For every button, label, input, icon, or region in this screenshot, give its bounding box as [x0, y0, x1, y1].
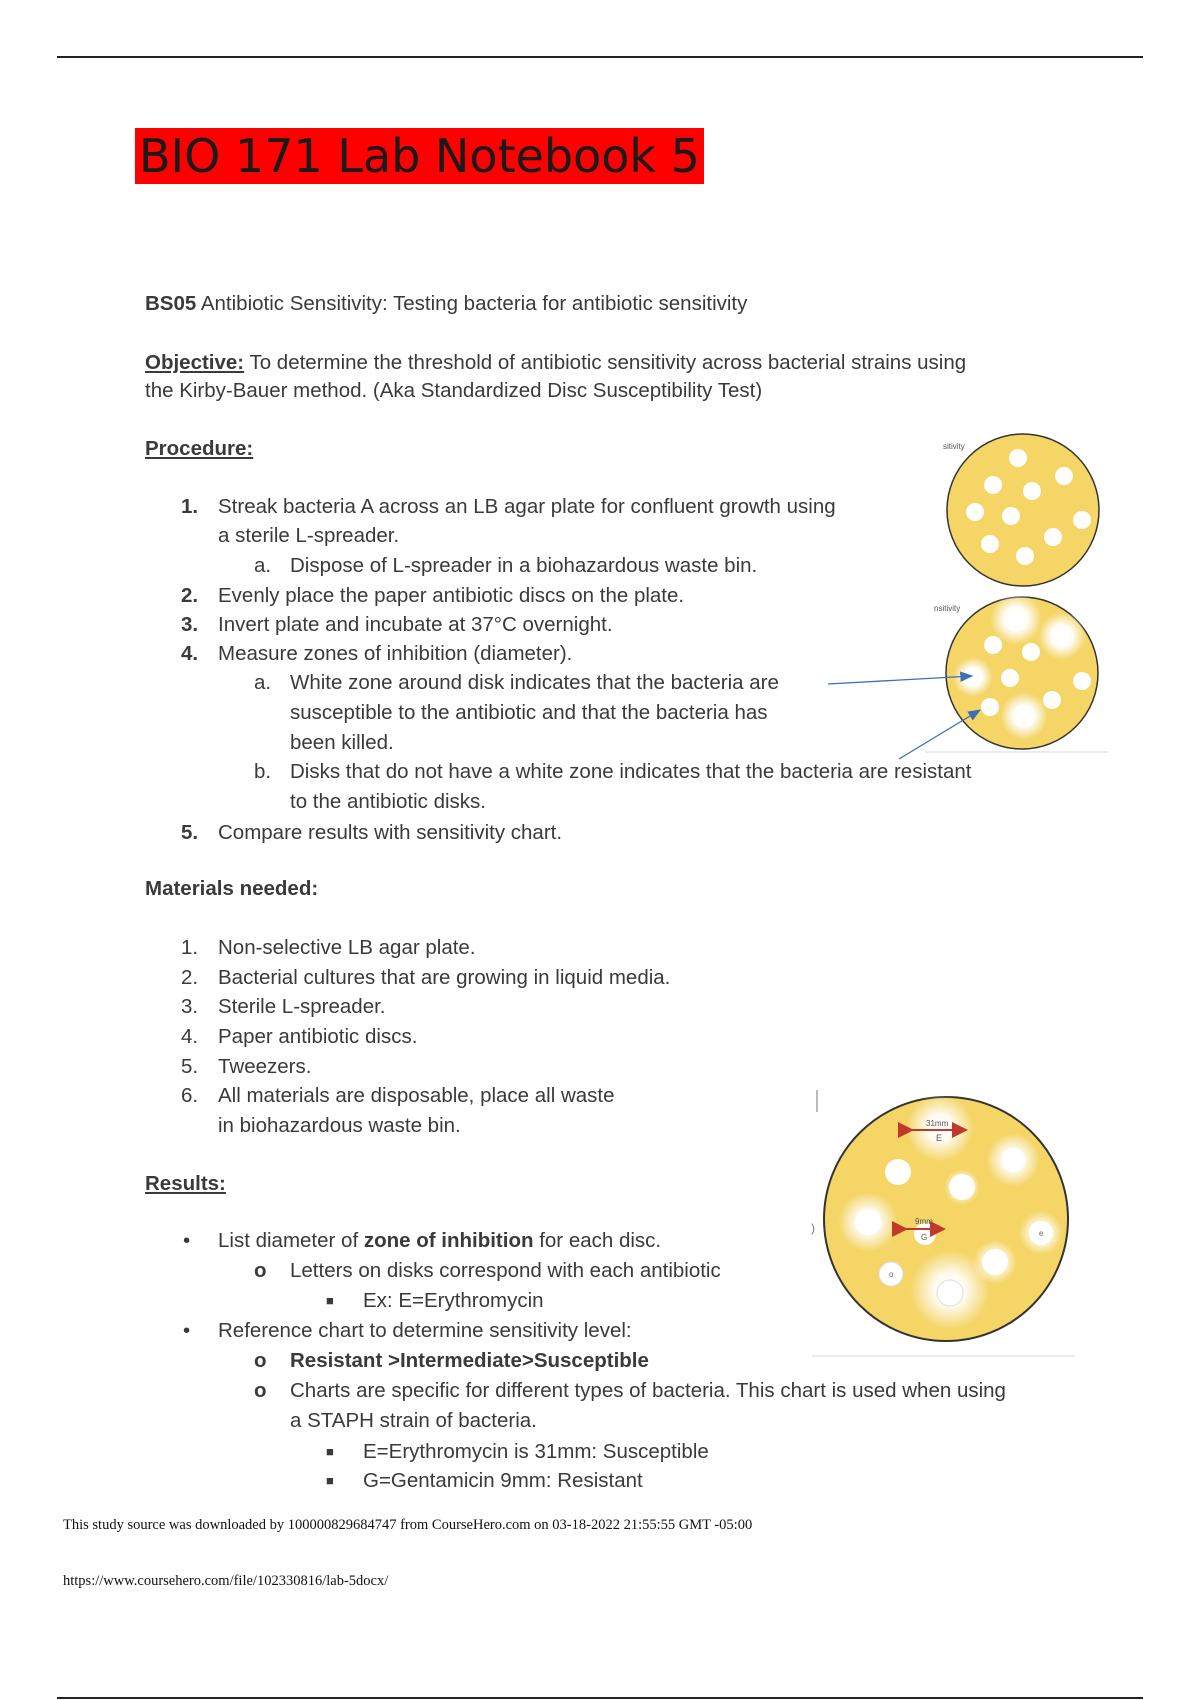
material-6-line-2: in biohazardous waste bin. — [218, 1114, 461, 1137]
sub-bullet-o: o — [254, 1379, 267, 1402]
step-1a-text: Dispose of L-spreader in a biohazardous waste bin. — [290, 554, 758, 577]
material-3-number: 3. — [181, 995, 199, 1018]
footer-url[interactable]: https://www.coursehero.com/file/102330816/lab-5docx/ — [63, 1573, 389, 1589]
results-heading: Results: — [145, 1172, 226, 1195]
result-1a: Letters on disks correspond with each antibiotic — [290, 1259, 721, 1282]
material-4-text: Paper antibiotic discs. — [218, 1025, 418, 1048]
step-4b-line-2: to the antibiotic disks. — [290, 790, 486, 813]
step-2-text: Evenly place the paper antibiotic discs on the plate. — [218, 584, 685, 607]
step-4a-line-3: been killed. — [290, 731, 394, 754]
step-4a-line-2: susceptible to the antibiotic and that the bacteria has — [290, 701, 768, 724]
step-5-text: Compare results with sensitivity chart. — [218, 821, 563, 844]
material-1-text: Non-selective LB agar plate. — [218, 936, 476, 959]
antibiotic-disc — [937, 1280, 963, 1306]
result-1-bold: zone of inhibition — [363, 1229, 534, 1252]
material-6-number: 6. — [181, 1084, 199, 1107]
material-5-number: 5. — [181, 1055, 199, 1078]
materials-heading: Materials needed: — [145, 877, 319, 900]
procedure-heading: Procedure: — [145, 437, 254, 460]
footer-source: This study source was downloaded by 100000829684747 from CourseHero.com on 03-18-2022 21:55:55 GMT -05:00 — [63, 1517, 753, 1533]
result-2b-line-2: a STAPH strain of bacteria. — [290, 1409, 537, 1432]
step-1a-marker: a. — [254, 554, 272, 577]
step-2-number: 2. — [181, 584, 199, 607]
bottom-rule — [57, 1697, 1143, 1699]
material-4-number: 4. — [181, 1025, 199, 1048]
scan-mark: ) — [811, 1221, 815, 1235]
sub-bullet-o: o — [254, 1259, 267, 1282]
inhibition-zone-e — [906, 1094, 974, 1162]
antibiotic-disc — [982, 1249, 1008, 1275]
disc-letter-e: E — [936, 1133, 943, 1143]
disc-letter-g: G — [921, 1233, 928, 1242]
square-bullet: ■ — [326, 1293, 334, 1308]
measure-label-31mm: 31mm — [926, 1119, 949, 1128]
square-bullet: ■ — [326, 1473, 334, 1488]
plate-1-label: sitivity — [943, 442, 965, 451]
antibiotic-disc — [949, 1174, 975, 1200]
sub-bullet-o: o — [254, 1349, 267, 1372]
measure-label-9mm: 9mm — [915, 1217, 933, 1226]
antibiotic-disc — [855, 1209, 881, 1235]
result-1-pre: List diameter of — [218, 1229, 364, 1252]
objective-line-2: the Kirby-Bauer method. (Aka Standardized Disc Susceptibility Test) — [145, 379, 763, 402]
disc-letter: e — [1039, 1229, 1044, 1238]
antibiotic-disc — [1001, 1148, 1025, 1172]
antibiotic-disc — [885, 1159, 911, 1185]
result-2: Reference chart to determine sensitivity level: — [218, 1319, 632, 1342]
material-3-text: Sterile L-spreader. — [218, 995, 386, 1018]
result-2b-ii: G=Gentamicin 9mm: Resistant — [363, 1469, 643, 1492]
step-1-line-1: Streak bacteria A across an LB agar plate for confluent growth using — [218, 495, 836, 518]
step-4a-line-1: White zone around disk indicates that the bacteria are — [290, 671, 779, 694]
material-2-text: Bacterial cultures that are growing in liquid media. — [218, 966, 671, 989]
material-5-text: Tweezers. — [218, 1055, 312, 1078]
objective-label: Objective: — [145, 351, 245, 374]
objective-line-1: To determine the threshold of antibiotic sensitivity across bacterial strains using — [244, 351, 967, 374]
subtitle-code: BS05 — [145, 292, 197, 315]
subtitle-text: Antibiotic Sensitivity: Testing bacteria for antibiotic sensitivity — [196, 292, 748, 315]
step-4b-marker: b. — [254, 760, 272, 783]
disc-letter: o — [889, 1270, 894, 1279]
step-3-number: 3. — [181, 613, 199, 636]
material-2-number: 2. — [181, 966, 199, 989]
result-2b-i: E=Erythromycin is 31mm: Susceptible — [363, 1440, 709, 1463]
result-1a-i: Ex: E=Erythromycin — [363, 1289, 544, 1312]
result-2b-line-1: Charts are specific for different types of bacteria. This chart is used when using — [290, 1379, 1006, 1402]
step-4b-line-1: Disks that do not have a white zone indicates that the bacteria are resistant — [290, 760, 972, 783]
page-title: BIO 171 Lab Notebook 5 — [135, 128, 704, 184]
step-4-number: 4. — [181, 642, 199, 665]
step-4a-marker: a. — [254, 671, 272, 694]
result-2a: Resistant >Intermediate>Susceptible — [290, 1349, 649, 1372]
plate-2-label: nsitivity — [934, 604, 961, 613]
step-5-number: 5. — [181, 821, 199, 844]
step-3-text: Invert plate and incubate at 37°C overnight. — [218, 613, 613, 636]
square-bullet: ■ — [326, 1444, 334, 1459]
bullet-2: • — [183, 1319, 191, 1342]
result-1-post: for each disc. — [533, 1229, 662, 1252]
material-1-number: 1. — [181, 936, 199, 959]
step-1-line-2: a sterile L-spreader. — [218, 524, 400, 547]
bullet-1: • — [183, 1229, 191, 1252]
step-4-text: Measure zones of inhibition (diameter). — [218, 642, 573, 665]
step-1-number: 1. — [181, 495, 199, 518]
material-6-line-1: All materials are disposable, place all waste — [218, 1084, 615, 1107]
